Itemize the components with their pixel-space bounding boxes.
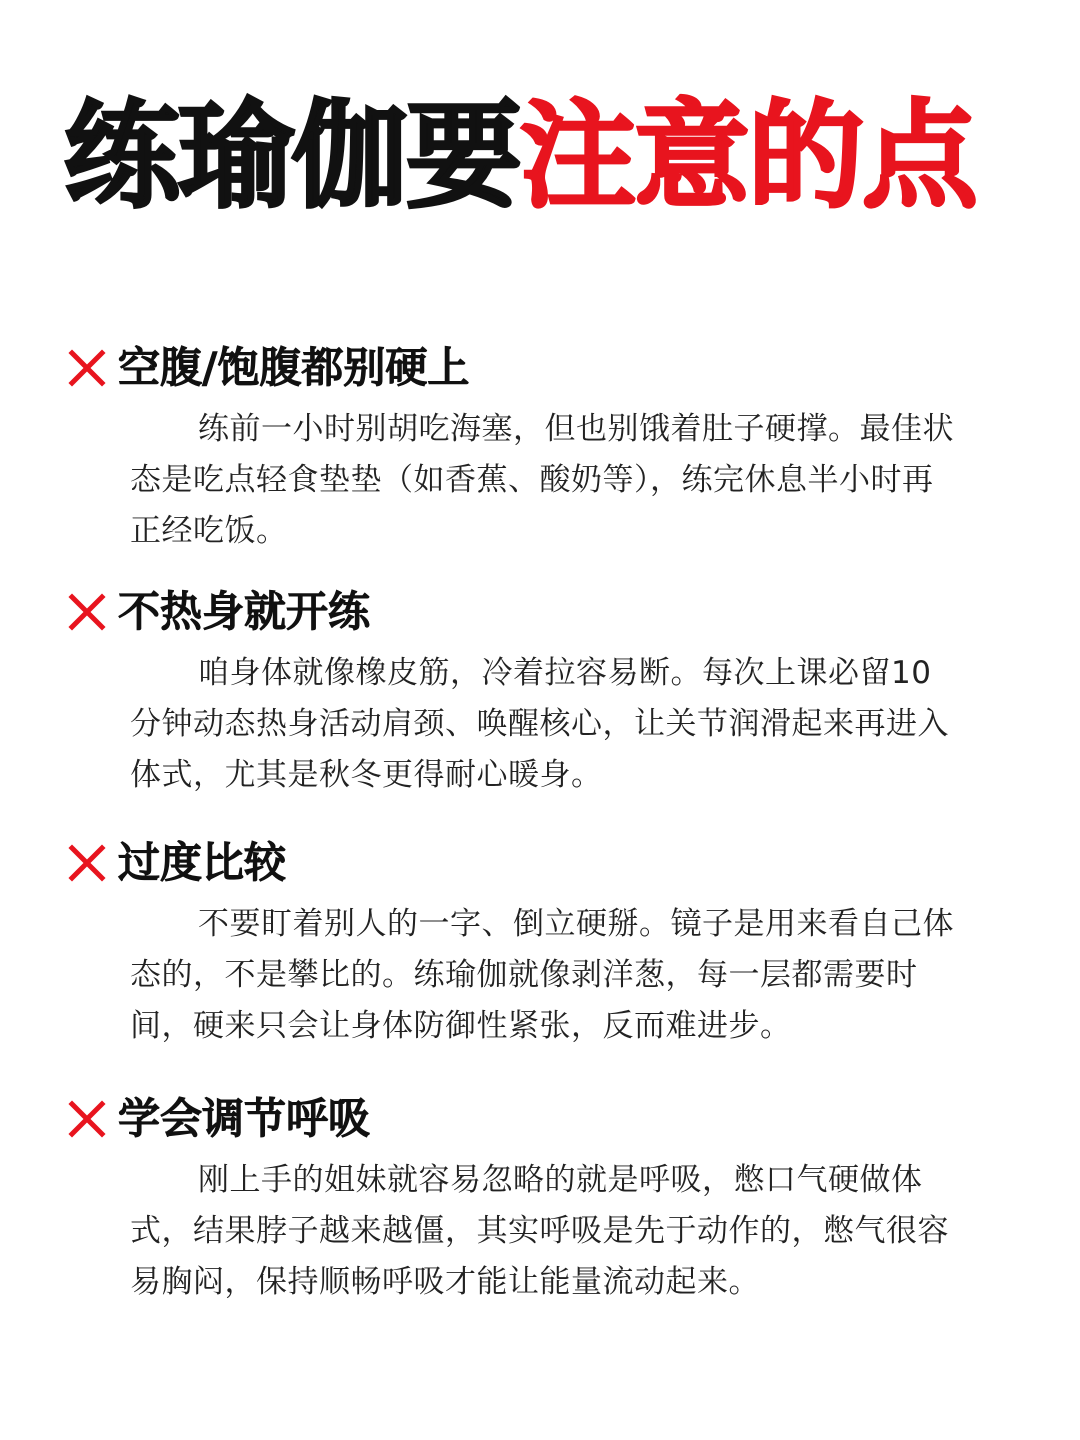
tip-heading-row: [68, 833, 968, 893]
tip-body: 练前一小时别胡吃海塞，但也别饿着肚子硬撑。最佳状态是吃点轻食垫垫（如香蕉、酸奶等），练完休息半小时再正经吃饭。: [130, 411, 954, 549]
tip-heading-row: [68, 338, 968, 398]
tip-body: 不要盯着别人的一字、倒立硬掰。镜子是用来看自己体态的，不是攀比的。练瑜伽就像剥洋葱，每一层都需要时间，硬来只会让身体防御性紧张，反而难进步。: [130, 906, 954, 1044]
page-title: [64, 89, 1024, 224]
tip-section-over-comparison: [68, 833, 968, 1052]
tip-heading-row: [68, 1089, 968, 1149]
tip-section-empty-full-stomach: [68, 338, 968, 557]
tip-section-breathing: [68, 1089, 968, 1308]
title-part-red: 注意的点: [520, 89, 976, 224]
title-part-black: 练瑜伽要: [64, 89, 520, 224]
cross-mark-icon: [68, 1100, 106, 1138]
cross-mark-icon: [68, 593, 106, 631]
tip-heading-row: [68, 582, 968, 642]
tip-heading: 不热身就开练: [118, 587, 371, 636]
tip-body: 刚上手的姐妹就容易忽略的就是呼吸，憋口气硬做体式，结果脖子越来越僵，其实呼吸是先于动作的，憋气很容易胸闷，保持顺畅呼吸才能让能量流动起来。: [130, 1162, 949, 1300]
tip-heading: 空腹/饱腹都别硬上: [118, 343, 470, 392]
tip-body: 咱身体就像橡皮筋，冷着拉容易断。每次上课必留10分钟动态热身活动肩颈、唤醒核心，让关节润滑起来再进入体式，尤其是秋冬更得耐心暖身。: [130, 655, 949, 793]
tip-section-no-warmup: [68, 582, 968, 801]
tip-heading: 过度比较: [118, 838, 287, 887]
cross-mark-icon: [68, 349, 106, 387]
tip-heading: 学会调节呼吸: [118, 1094, 371, 1143]
cross-mark-icon: [68, 844, 106, 882]
